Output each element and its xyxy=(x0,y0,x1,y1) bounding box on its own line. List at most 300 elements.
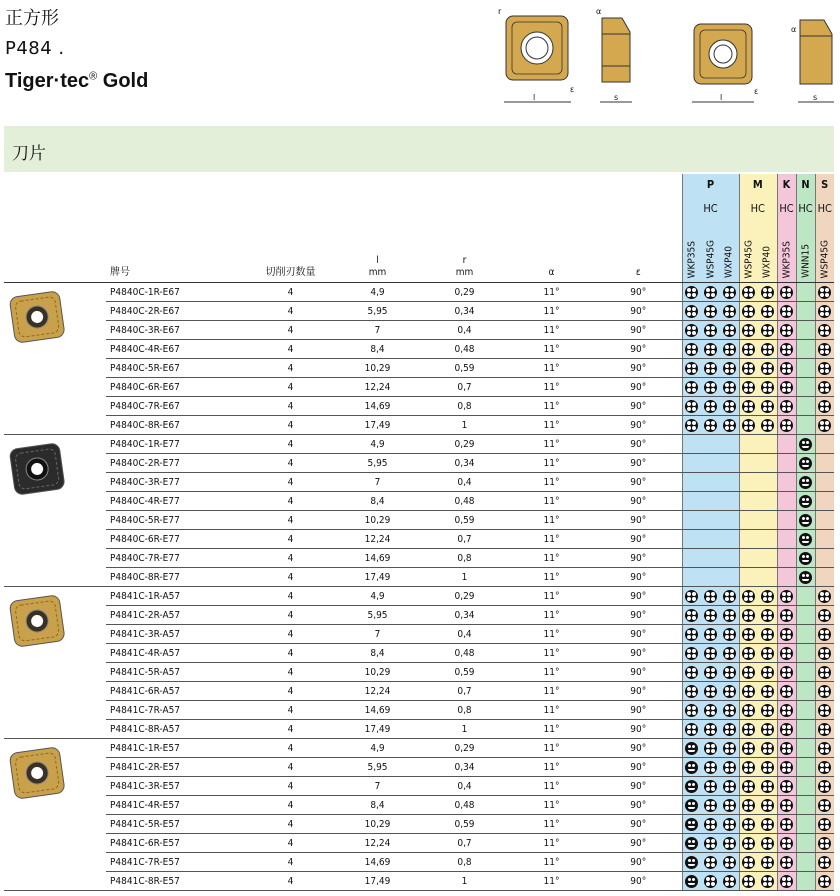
availability-symbol-icon xyxy=(818,362,831,375)
availability-symbol-icon xyxy=(742,761,755,774)
radius-value: 0,48 xyxy=(421,492,508,511)
radius-value: 0,29 xyxy=(421,739,508,758)
alpha-value: 11° xyxy=(508,682,595,701)
availability-symbol-icon xyxy=(704,818,717,831)
availability-symbol-icon xyxy=(780,761,793,774)
grade-availability xyxy=(758,340,777,359)
grade-availability xyxy=(758,416,777,435)
grade-availability xyxy=(815,796,834,815)
svg-text:s: s xyxy=(614,93,619,102)
radius-value: 0,8 xyxy=(421,397,508,416)
availability-symbol-icon xyxy=(685,704,698,717)
grade-availability xyxy=(720,682,739,701)
table-row xyxy=(4,739,834,758)
edge-count: 4 xyxy=(247,283,334,302)
availability-symbol-icon xyxy=(818,685,831,698)
svg-text:ε: ε xyxy=(754,87,759,96)
availability-symbol-icon xyxy=(723,685,736,698)
availability-symbol-icon xyxy=(742,780,755,793)
grade-availability xyxy=(701,587,720,606)
length-value: 7 xyxy=(334,777,421,796)
availability-symbol-icon xyxy=(742,647,755,660)
insert-photo xyxy=(4,587,106,739)
eps-value: 90° xyxy=(595,777,682,796)
grade-availability xyxy=(796,777,815,796)
grade-availability xyxy=(720,416,739,435)
grade-availability xyxy=(777,872,796,891)
availability-symbol-icon xyxy=(723,362,736,375)
grade-availability xyxy=(777,321,796,340)
grade-availability xyxy=(682,511,701,530)
col-eps: ε xyxy=(595,174,682,283)
eps-value: 90° xyxy=(595,587,682,606)
part-number: P4840C-1R-E77 xyxy=(106,435,247,454)
availability-symbol-icon xyxy=(818,742,831,755)
grade-availability xyxy=(739,625,758,644)
eps-value: 90° xyxy=(595,283,682,302)
availability-symbol-icon xyxy=(818,419,831,432)
grade-availability xyxy=(815,302,834,321)
grade-availability xyxy=(701,473,720,492)
availability-symbol-icon xyxy=(761,799,774,812)
length-value: 5,95 xyxy=(334,302,421,321)
grade-availability xyxy=(739,644,758,663)
availability-symbol-icon xyxy=(742,837,755,850)
grade-availability xyxy=(682,587,701,606)
grade-availability xyxy=(701,853,720,872)
availability-symbol-icon xyxy=(780,590,793,603)
availability-symbol-icon xyxy=(704,324,717,337)
col-alpha: α xyxy=(508,174,595,283)
grade-availability xyxy=(682,473,701,492)
grade-availability xyxy=(720,397,739,416)
availability-symbol-icon xyxy=(761,875,774,888)
grade-availability xyxy=(777,302,796,321)
grade-availability xyxy=(796,435,815,454)
availability-symbol-icon xyxy=(818,343,831,356)
table-row xyxy=(4,283,834,302)
availability-symbol-icon xyxy=(761,647,774,660)
availability-symbol-icon xyxy=(685,875,698,888)
grade-availability xyxy=(796,378,815,397)
grade-availability xyxy=(682,359,701,378)
length-value: 12,24 xyxy=(334,530,421,549)
grade-availability xyxy=(739,739,758,758)
grade-availability xyxy=(720,606,739,625)
length-value: 4,9 xyxy=(334,587,421,606)
eps-value: 90° xyxy=(595,511,682,530)
availability-symbol-icon xyxy=(723,647,736,660)
grade-availability xyxy=(739,701,758,720)
grade-availability xyxy=(758,739,777,758)
grade-availability xyxy=(796,682,815,701)
availability-symbol-icon xyxy=(761,818,774,831)
availability-symbol-icon xyxy=(704,362,717,375)
availability-symbol-icon xyxy=(761,343,774,356)
edge-count: 4 xyxy=(247,568,334,587)
part-number: P4841C-1R-A57 xyxy=(106,587,247,606)
availability-symbol-icon xyxy=(799,514,812,527)
grade-availability xyxy=(682,492,701,511)
table-row xyxy=(4,359,834,378)
grade-availability xyxy=(701,739,720,758)
alpha-value: 11° xyxy=(508,530,595,549)
availability-symbol-icon xyxy=(704,742,717,755)
availability-symbol-icon xyxy=(704,799,717,812)
grade-availability xyxy=(720,549,739,568)
grade-availability xyxy=(739,397,758,416)
table-row xyxy=(4,397,834,416)
grade-availability xyxy=(682,720,701,739)
grade-availability xyxy=(720,378,739,397)
grade-availability xyxy=(701,511,720,530)
availability-symbol-icon xyxy=(761,286,774,299)
part-number: P4840C-8R-E67 xyxy=(106,416,247,435)
grade-availability xyxy=(815,511,834,530)
grade-availability xyxy=(720,454,739,473)
availability-symbol-icon xyxy=(799,571,812,584)
edge-count: 4 xyxy=(247,606,334,625)
radius-value: 0,34 xyxy=(421,454,508,473)
grade-availability xyxy=(701,701,720,720)
edge-count: 4 xyxy=(247,682,334,701)
part-number: P4841C-2R-E57 xyxy=(106,758,247,777)
product-code: P484 . xyxy=(5,38,65,59)
grade-availability xyxy=(777,739,796,758)
part-number: P4841C-8R-A57 xyxy=(106,720,247,739)
grade-availability xyxy=(739,321,758,340)
availability-symbol-icon xyxy=(818,875,831,888)
availability-symbol-icon xyxy=(780,780,793,793)
grade-availability xyxy=(777,530,796,549)
length-value: 5,95 xyxy=(334,606,421,625)
col-edges: 切削刃数量 xyxy=(247,174,334,283)
grade-availability xyxy=(720,283,739,302)
eps-value: 90° xyxy=(595,796,682,815)
svg-text:ε: ε xyxy=(570,85,575,94)
grade-availability xyxy=(758,663,777,682)
availability-symbol-icon xyxy=(685,286,698,299)
availability-symbol-icon xyxy=(704,381,717,394)
radius-value: 0,4 xyxy=(421,625,508,644)
alpha-value: 11° xyxy=(508,815,595,834)
availability-symbol-icon xyxy=(780,647,793,660)
eps-value: 90° xyxy=(595,492,682,511)
grade-availability xyxy=(701,834,720,853)
grade-availability xyxy=(796,739,815,758)
grade-availability xyxy=(796,530,815,549)
grade-availability xyxy=(758,283,777,302)
availability-symbol-icon xyxy=(818,590,831,603)
availability-symbol-icon xyxy=(685,685,698,698)
availability-symbol-icon xyxy=(799,495,812,508)
grade-availability xyxy=(739,568,758,587)
grade-availability xyxy=(758,454,777,473)
grade-availability xyxy=(758,682,777,701)
length-value: 14,69 xyxy=(334,549,421,568)
grade-availability xyxy=(758,302,777,321)
grade-availability xyxy=(720,302,739,321)
grade-availability xyxy=(796,397,815,416)
table-row xyxy=(4,682,834,701)
grade-availability xyxy=(796,473,815,492)
svg-text:l: l xyxy=(533,93,536,102)
alpha-value: 11° xyxy=(508,853,595,872)
availability-symbol-icon xyxy=(685,305,698,318)
grade-availability xyxy=(777,397,796,416)
availability-symbol-icon xyxy=(818,381,831,394)
grade-availability xyxy=(777,378,796,397)
availability-symbol-icon xyxy=(780,343,793,356)
insert-photo xyxy=(4,435,106,587)
availability-symbol-icon xyxy=(742,286,755,299)
grade-availability xyxy=(758,834,777,853)
edge-count: 4 xyxy=(247,321,334,340)
grade-availability xyxy=(739,777,758,796)
eps-value: 90° xyxy=(595,739,682,758)
availability-symbol-icon xyxy=(685,799,698,812)
grade-header: WXP40 xyxy=(720,174,739,283)
grade-availability xyxy=(720,720,739,739)
availability-symbol-icon xyxy=(685,818,698,831)
grade-availability xyxy=(796,454,815,473)
grade-availability xyxy=(720,777,739,796)
edge-count: 4 xyxy=(247,549,334,568)
availability-symbol-icon xyxy=(761,362,774,375)
grade-availability xyxy=(758,720,777,739)
availability-symbol-icon xyxy=(742,742,755,755)
availability-symbol-icon xyxy=(799,552,812,565)
availability-symbol-icon xyxy=(742,666,755,679)
eps-value: 90° xyxy=(595,663,682,682)
grade-availability xyxy=(777,682,796,701)
grade-availability xyxy=(701,568,720,587)
edge-count: 4 xyxy=(247,701,334,720)
availability-symbol-icon xyxy=(761,742,774,755)
grade-availability xyxy=(739,815,758,834)
grade-availability xyxy=(739,530,758,549)
alpha-value: 11° xyxy=(508,739,595,758)
grade-availability xyxy=(777,853,796,872)
radius-value: 0,48 xyxy=(421,644,508,663)
grade-availability xyxy=(796,872,815,891)
availability-symbol-icon xyxy=(780,609,793,622)
grade-availability xyxy=(701,454,720,473)
grade-availability xyxy=(758,796,777,815)
availability-symbol-icon xyxy=(818,628,831,641)
availability-symbol-icon xyxy=(723,761,736,774)
availability-symbol-icon xyxy=(685,742,698,755)
grade-availability xyxy=(720,625,739,644)
grade-availability xyxy=(777,701,796,720)
grade-availability xyxy=(701,283,720,302)
grade-availability xyxy=(758,625,777,644)
table-row xyxy=(4,416,834,435)
eps-value: 90° xyxy=(595,549,682,568)
availability-symbol-icon xyxy=(685,419,698,432)
grade-availability xyxy=(682,606,701,625)
grade-availability xyxy=(739,587,758,606)
table-row xyxy=(4,378,834,397)
col-part: 牌号 xyxy=(106,174,247,283)
availability-symbol-icon xyxy=(818,780,831,793)
availability-symbol-icon xyxy=(761,381,774,394)
availability-symbol-icon xyxy=(685,666,698,679)
alpha-value: 11° xyxy=(508,568,595,587)
length-value: 5,95 xyxy=(334,454,421,473)
length-value: 14,69 xyxy=(334,853,421,872)
eps-value: 90° xyxy=(595,302,682,321)
grade-availability xyxy=(739,283,758,302)
radius-value: 0,34 xyxy=(421,302,508,321)
availability-symbol-icon xyxy=(761,628,774,641)
availability-symbol-icon xyxy=(761,704,774,717)
length-value: 14,69 xyxy=(334,397,421,416)
alpha-value: 11° xyxy=(508,834,595,853)
grade-availability xyxy=(720,701,739,720)
availability-symbol-icon xyxy=(723,780,736,793)
eps-value: 90° xyxy=(595,758,682,777)
grade-availability xyxy=(720,587,739,606)
grade-availability xyxy=(720,359,739,378)
alpha-value: 11° xyxy=(508,701,595,720)
insert-diagram-p4841 xyxy=(688,4,838,108)
availability-symbol-icon xyxy=(723,666,736,679)
availability-symbol-icon xyxy=(780,856,793,869)
availability-symbol-icon xyxy=(723,799,736,812)
grade-header: WKP35S xyxy=(682,174,701,283)
radius-value: 1 xyxy=(421,416,508,435)
eps-value: 90° xyxy=(595,853,682,872)
radius-value: 0,34 xyxy=(421,606,508,625)
availability-symbol-icon xyxy=(704,609,717,622)
availability-symbol-icon xyxy=(685,590,698,603)
grade-availability xyxy=(815,739,834,758)
radius-value: 0,29 xyxy=(421,283,508,302)
grade-availability xyxy=(815,625,834,644)
grade-availability xyxy=(739,682,758,701)
grade-header: WSP45G xyxy=(739,174,758,283)
availability-symbol-icon xyxy=(742,362,755,375)
part-number: P4840C-6R-E77 xyxy=(106,530,247,549)
availability-symbol-icon xyxy=(780,723,793,736)
grade-availability xyxy=(777,777,796,796)
alpha-value: 11° xyxy=(508,473,595,492)
availability-symbol-icon xyxy=(685,647,698,660)
availability-symbol-icon xyxy=(818,856,831,869)
availability-symbol-icon xyxy=(704,305,717,318)
table-row xyxy=(4,644,834,663)
grade-availability xyxy=(815,663,834,682)
availability-symbol-icon xyxy=(742,856,755,869)
grade-availability xyxy=(758,473,777,492)
part-number: P4840C-4R-E77 xyxy=(106,492,247,511)
eps-value: 90° xyxy=(595,397,682,416)
edge-count: 4 xyxy=(247,416,334,435)
availability-symbol-icon xyxy=(704,666,717,679)
length-value: 10,29 xyxy=(334,511,421,530)
grade-availability xyxy=(777,283,796,302)
availability-symbol-icon xyxy=(742,590,755,603)
grade-availability xyxy=(682,378,701,397)
grade-availability xyxy=(796,511,815,530)
grade-availability xyxy=(796,492,815,511)
grade-availability xyxy=(815,872,834,891)
alpha-value: 11° xyxy=(508,378,595,397)
edge-count: 4 xyxy=(247,454,334,473)
grade-availability xyxy=(720,435,739,454)
grade-availability xyxy=(720,511,739,530)
grade-availability xyxy=(701,397,720,416)
availability-symbol-icon xyxy=(780,400,793,413)
availability-symbol-icon xyxy=(742,628,755,641)
grade-availability xyxy=(815,340,834,359)
availability-symbol-icon xyxy=(780,362,793,375)
grade-availability xyxy=(796,853,815,872)
availability-symbol-icon xyxy=(723,628,736,641)
availability-symbol-icon xyxy=(818,799,831,812)
table-row xyxy=(4,701,834,720)
grade-availability xyxy=(720,644,739,663)
grade-availability xyxy=(777,549,796,568)
availability-symbol-icon xyxy=(685,837,698,850)
grade-availability xyxy=(815,834,834,853)
availability-symbol-icon xyxy=(704,628,717,641)
radius-value: 0,59 xyxy=(421,663,508,682)
radius-value: 0,4 xyxy=(421,777,508,796)
availability-symbol-icon xyxy=(685,761,698,774)
availability-symbol-icon xyxy=(761,666,774,679)
availability-symbol-icon xyxy=(818,666,831,679)
radius-value: 0,59 xyxy=(421,815,508,834)
table-row xyxy=(4,606,834,625)
grade-availability xyxy=(701,758,720,777)
part-number: P4841C-6R-E57 xyxy=(106,834,247,853)
availability-symbol-icon xyxy=(742,324,755,337)
grade-availability xyxy=(796,663,815,682)
grade-availability xyxy=(796,568,815,587)
grade-availability xyxy=(739,359,758,378)
edge-count: 4 xyxy=(247,302,334,321)
insert-table xyxy=(4,174,834,891)
grade-availability xyxy=(815,454,834,473)
table-row xyxy=(4,587,834,606)
grade-availability xyxy=(682,435,701,454)
alpha-value: 11° xyxy=(508,587,595,606)
grade-availability xyxy=(777,568,796,587)
eps-value: 90° xyxy=(595,454,682,473)
grade-availability xyxy=(682,454,701,473)
grade-availability xyxy=(739,663,758,682)
grade-availability xyxy=(758,492,777,511)
grade-availability xyxy=(739,511,758,530)
grade-availability xyxy=(682,549,701,568)
availability-symbol-icon xyxy=(723,590,736,603)
availability-symbol-icon xyxy=(780,742,793,755)
grade-availability xyxy=(796,321,815,340)
availability-symbol-icon xyxy=(723,609,736,622)
grade-availability xyxy=(815,397,834,416)
grade-availability xyxy=(777,340,796,359)
availability-symbol-icon xyxy=(780,837,793,850)
table-row xyxy=(4,796,834,815)
radius-value: 0,7 xyxy=(421,834,508,853)
grade-availability xyxy=(815,549,834,568)
grade-availability xyxy=(815,359,834,378)
availability-symbol-icon xyxy=(818,723,831,736)
eps-value: 90° xyxy=(595,625,682,644)
length-value: 10,29 xyxy=(334,815,421,834)
